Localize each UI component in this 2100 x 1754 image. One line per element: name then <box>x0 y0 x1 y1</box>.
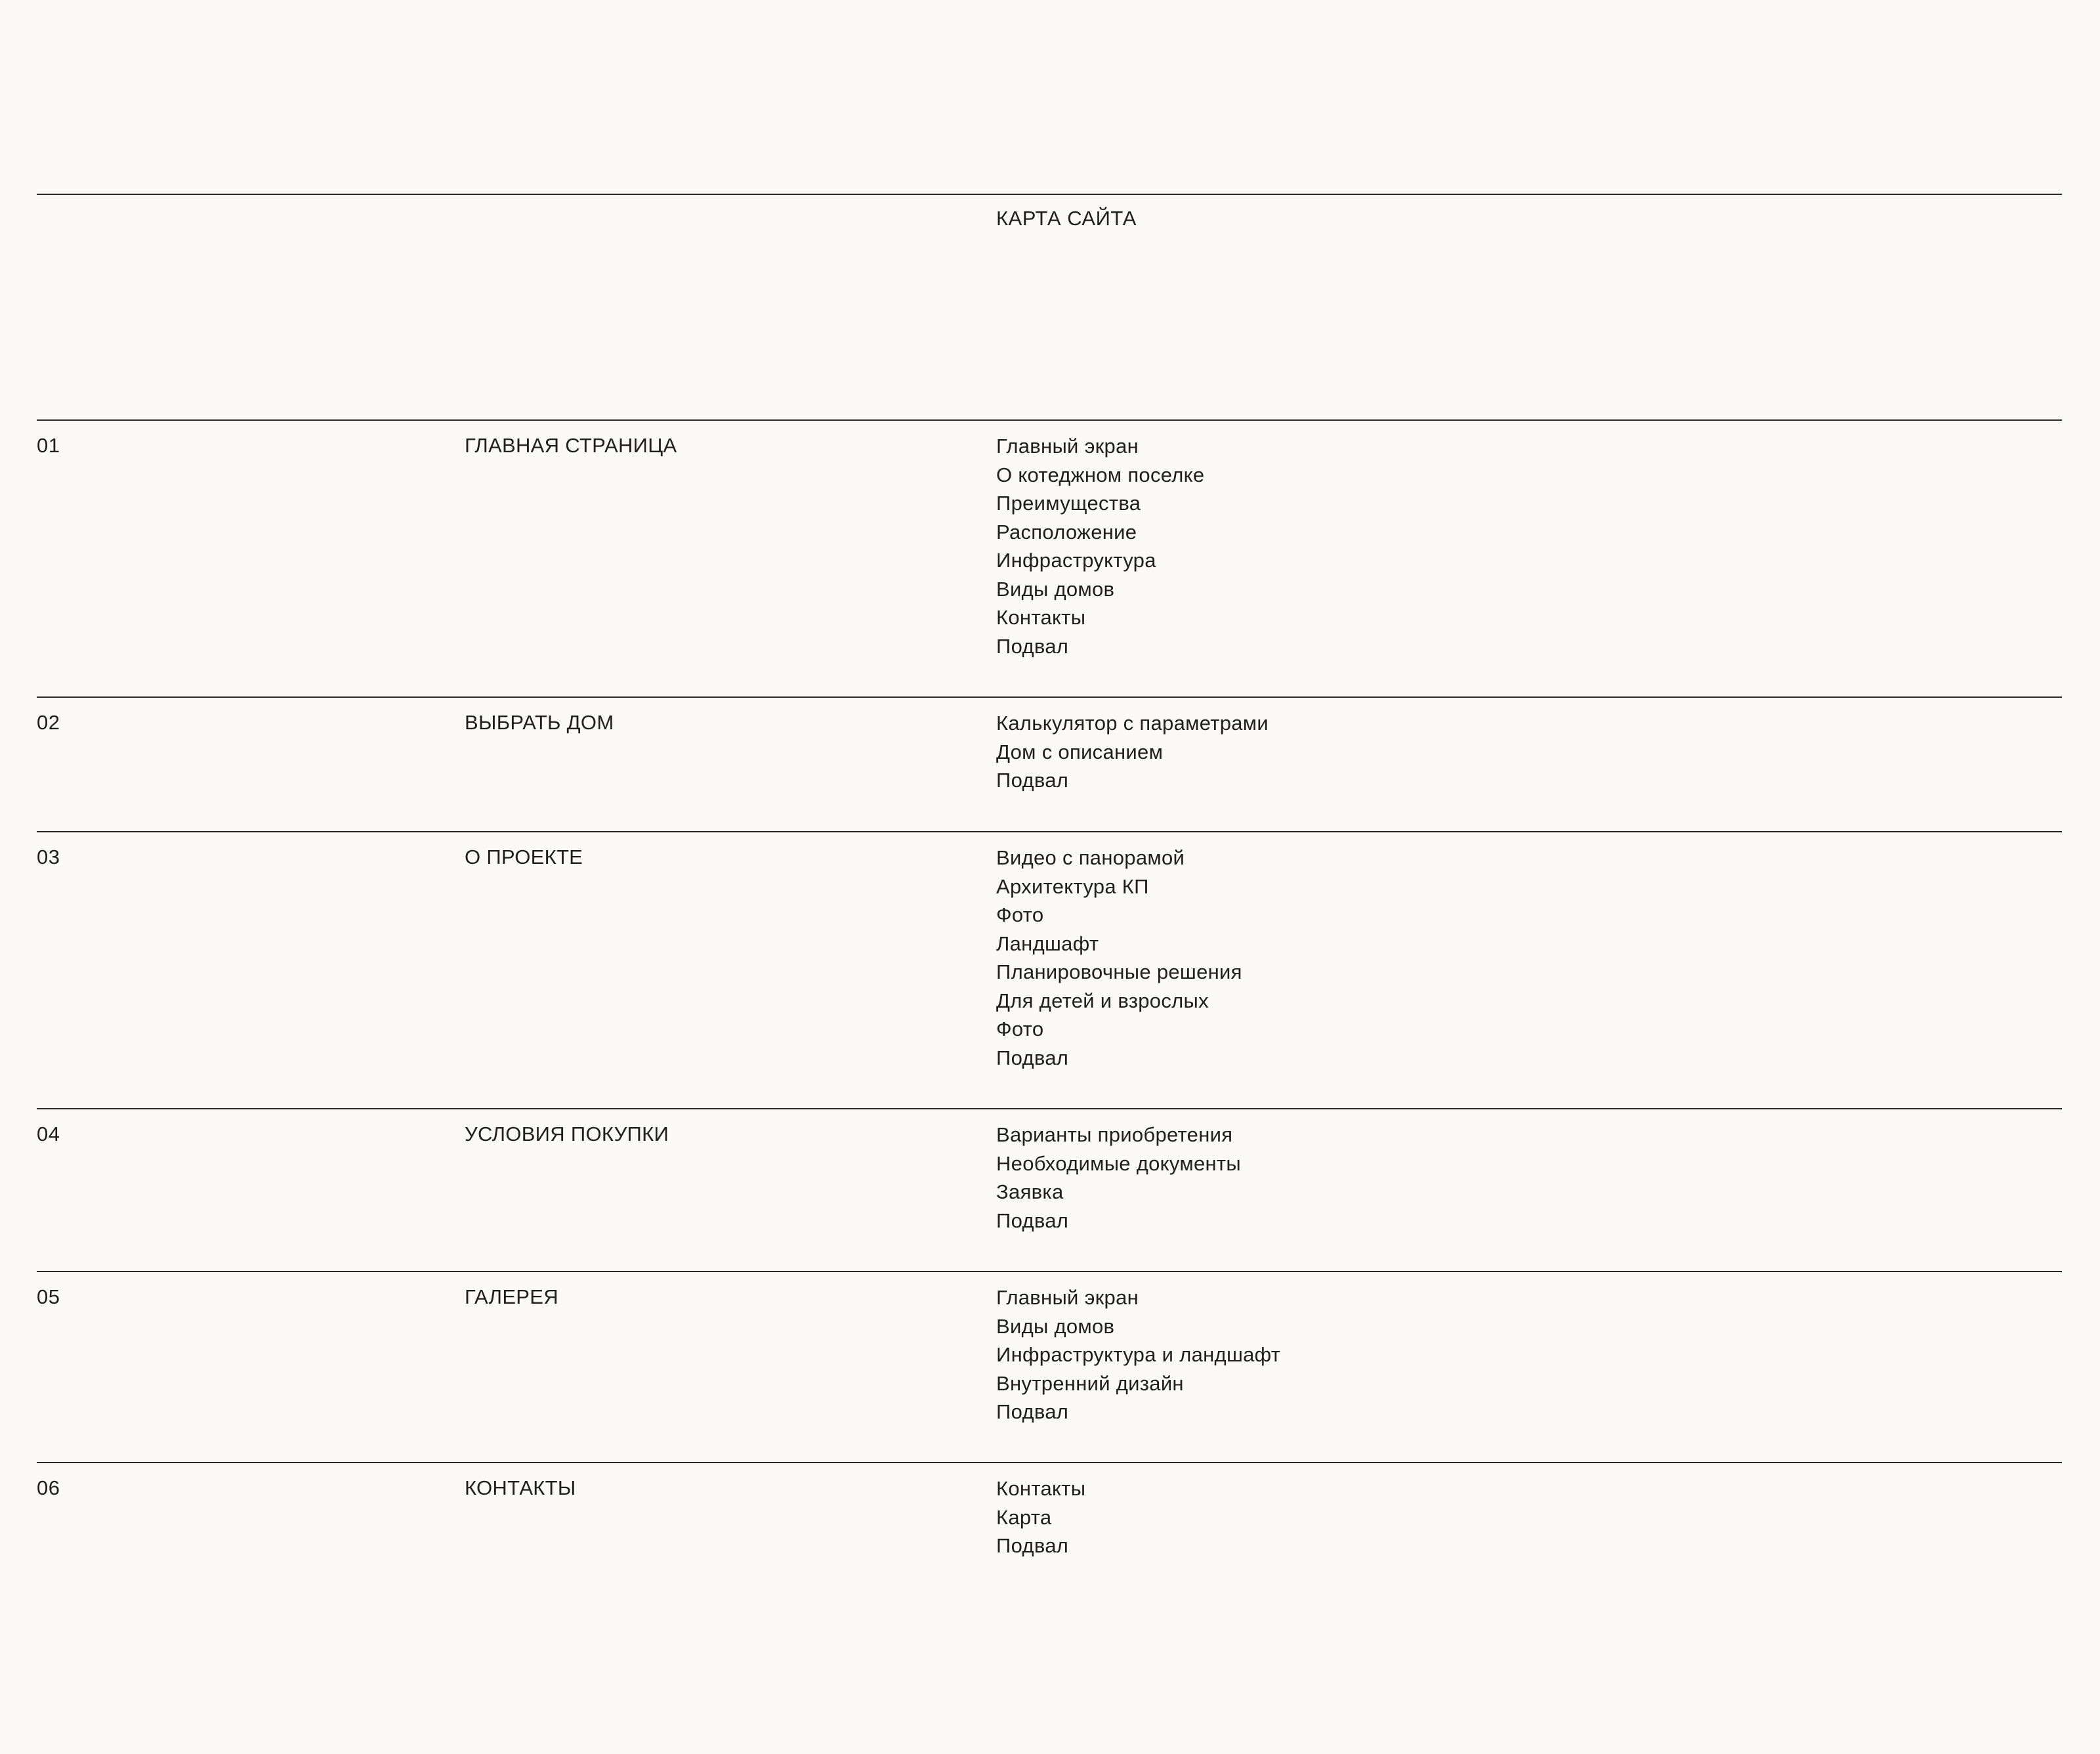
section-title[interactable]: ГАЛЕРЕЯ <box>465 1285 558 1308</box>
list-item[interactable]: Контакты <box>996 606 1086 629</box>
section-number: 01 <box>37 434 60 457</box>
section-number: 04 <box>37 1123 60 1145</box>
sitemap-page <box>37 194 2062 1593</box>
list-item[interactable]: Карта <box>996 1505 1052 1529</box>
list-item[interactable]: Подвал <box>996 1534 1069 1557</box>
list-item[interactable]: Подвал <box>996 1209 1069 1232</box>
section-title[interactable]: ВЫБРАТЬ ДОМ <box>465 711 614 734</box>
section-item-list <box>996 847 1242 1072</box>
list-item[interactable]: Преимущества <box>996 492 1141 515</box>
list-item[interactable]: Архитектура КП <box>996 874 1149 898</box>
list-item[interactable]: Ландшафт <box>996 931 1099 955</box>
section-number: 06 <box>37 1476 60 1499</box>
section-title[interactable]: О ПРОЕКТЕ <box>465 845 583 868</box>
section-number: 02 <box>37 711 60 734</box>
section-item-list <box>996 435 1204 660</box>
list-item[interactable]: Заявка <box>996 1180 1064 1203</box>
section-title[interactable]: УСЛОВИЯ ПОКУПКИ <box>465 1123 669 1145</box>
list-item[interactable]: Подвал <box>996 769 1069 792</box>
list-item[interactable]: О котеджном поселке <box>996 463 1205 486</box>
list-item[interactable]: Виды домов <box>996 1314 1115 1338</box>
section-purchase-terms <box>37 1108 2062 1271</box>
list-item[interactable]: Дом с описанием <box>996 740 1164 763</box>
section-number: 03 <box>37 845 60 868</box>
section-contacts <box>37 1462 2062 1593</box>
list-item[interactable]: Фото <box>996 1017 1044 1040</box>
list-item[interactable]: Инфраструктура <box>996 549 1156 572</box>
section-about-project <box>37 831 2062 1108</box>
list-item[interactable]: Подвал <box>996 634 1069 658</box>
list-item[interactable]: Необходимые документы <box>996 1151 1242 1175</box>
section-title[interactable]: ГЛАВНАЯ СТРАНИЦА <box>465 434 677 457</box>
list-item[interactable]: Главный экран <box>996 1286 1139 1309</box>
list-item[interactable]: Виды домов <box>996 577 1115 601</box>
list-item[interactable]: Внутренний дизайн <box>996 1371 1184 1395</box>
section-number: 05 <box>37 1285 60 1308</box>
list-item[interactable]: Подвал <box>996 1046 1069 1069</box>
page-title: КАРТА САЙТА <box>996 207 1137 230</box>
section-item-list <box>996 1287 1280 1426</box>
section-item-list <box>996 1478 1085 1560</box>
list-item[interactable]: Калькулятор с параметрами <box>996 712 1269 735</box>
section-gallery <box>37 1271 2062 1462</box>
list-item[interactable]: Планировочные решения <box>996 960 1242 983</box>
list-item[interactable]: Расположение <box>996 520 1137 544</box>
list-item[interactable]: Контакты <box>996 1477 1086 1500</box>
list-item[interactable]: Варианты приобретения <box>996 1123 1233 1146</box>
list-item[interactable]: Главный экран <box>996 435 1139 458</box>
section-title[interactable]: КОНТАКТЫ <box>465 1476 576 1499</box>
section-choose-house <box>37 696 2062 831</box>
list-item[interactable]: Подвал <box>996 1400 1069 1423</box>
list-item[interactable]: Фото <box>996 903 1044 926</box>
list-item[interactable]: Инфраструктура и ландшафт <box>996 1343 1281 1366</box>
list-item[interactable]: Для детей и взрослых <box>996 989 1209 1012</box>
section-main-page <box>37 419 2062 696</box>
section-item-list <box>996 712 1269 795</box>
section-item-list <box>996 1124 1241 1235</box>
list-item[interactable]: Видео с панорамой <box>996 846 1185 869</box>
sitemap-header <box>37 194 2062 419</box>
